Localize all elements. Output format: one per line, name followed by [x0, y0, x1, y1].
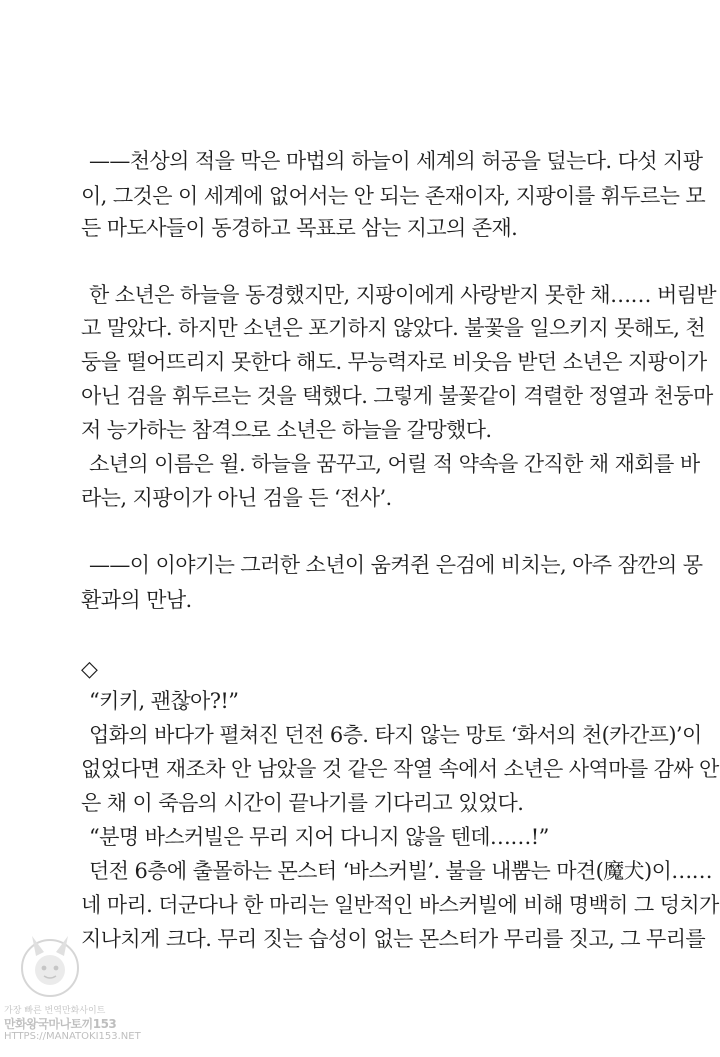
text-line: 환과의 만남.: [81, 588, 192, 612]
text-line: 네 마리. 더군다나 한 마리는 일반적인 바스커빌에 비해 명백히 그 덩치가: [81, 893, 719, 917]
text-line: 업화의 바다가 펼쳐진 던전 6층. 타지 않는 망토 ‘화서의 천(카간프)’이: [89, 723, 702, 747]
text-line: 아닌 검을 휘두르는 것을 택했다. 그렇게 불꽃같이 격렬한 정열과 천둥마: [81, 384, 713, 408]
text-line: ——천상의 적을 막은 마법의 하늘이 세계의 허공을 덮는다. 다섯 지팡: [89, 149, 703, 173]
text-line: 라는, 지팡이가 아닌 검을 든 ‘전사’.: [81, 486, 392, 510]
dialogue-line: “분명 바스커빌은 무리 지어 다니지 않을 텐데……!”: [89, 825, 549, 849]
text-line: 지나치게 크다. 무리 짓는 습성이 없는 몬스터가 무리를 짓고, 그 무리를: [81, 927, 706, 951]
text-line: 없었다면 재조차 안 남았을 것 같은 작열 속에서 소년은 사역마를 감싸 안: [81, 757, 719, 781]
section-separator: ◇: [81, 657, 98, 682]
text-line: 이, 그것은 이 세계에 없어서는 안 되는 존재이자, 지팡이를 휘두르는 모: [81, 184, 706, 208]
text-line: 은 채 이 죽음의 시간이 끝나기를 기다리고 있었다.: [81, 791, 524, 815]
text-line: 던전 6층에 출몰하는 몬스터 ‘바스커빌’. 불을 내뿜는 마견(魔犬)이……: [89, 859, 713, 883]
text-line: 한 소년은 하늘을 동경했지만, 지팡이에게 사랑받지 못한 채…… 버림받: [89, 283, 716, 307]
site-watermark: [0, 930, 141, 1057]
dialogue-line: “키키, 괜찮아?!”: [89, 689, 239, 713]
text-line: 소년의 이름은 윌. 하늘을 꿈꾸고, 어릴 적 약속을 간직한 채 재회를 바: [89, 452, 700, 476]
watermark-tagline: 가장 빠른 번역만화사이트: [4, 1006, 106, 1016]
text-line: 저 능가하는 참격으로 소년은 하늘을 갈망했다.: [81, 418, 492, 442]
text-line: 둥을 떨어뜨리지 못한다 해도. 무능력자로 비웃음 받던 소년은 지팡이가: [81, 350, 707, 374]
watermark-site-name: 만화왕국마나토끼153: [4, 1017, 117, 1031]
text-line: 고 말았다. 하지만 소년은 포기하지 않았다. 불꽃을 일으키지 못해도, 천: [81, 316, 706, 340]
text-line: ——이 이야기는 그러한 소년이 움켜쥔 은검에 비치는, 아주 잠깐의 몽: [89, 553, 703, 577]
watermark-url: HTTPS://MANATOKI153.NET: [4, 1031, 141, 1042]
text-line: 든 마도사들이 동경하고 목표로 삼는 지고의 존재.: [81, 216, 518, 240]
mascot-logo-icon: [2, 930, 98, 1000]
